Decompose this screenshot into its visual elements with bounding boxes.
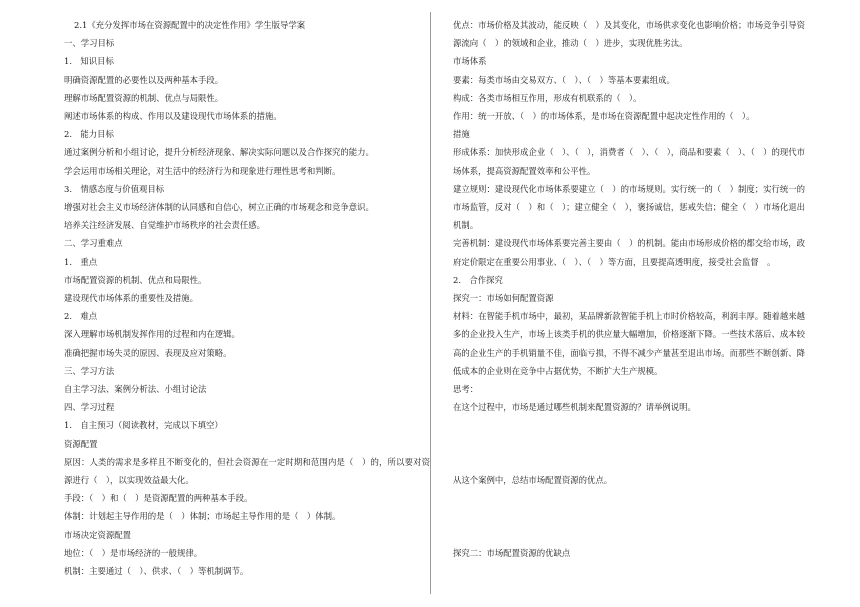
text-line-p12: 自主学习法、案例分析法、小组讨论法 [64,384,207,395]
text-line-p16: 地位：（ ）是市场经济的一般规律。 [64,547,203,558]
blank-answer-space [439,489,805,507]
text-line-h2: 二、学习重难点 [64,238,123,249]
blank-answer-space [439,435,805,453]
text-line-r16: 探究二：市场配置资源的优缺点 [453,547,571,558]
text-line-h1-2: 2. 能力目标 [64,129,114,140]
text-line-r15: 从这个案例中，总结市场配置资源的优点。 [453,475,613,486]
text-line-p11: 准确把握市场失灵的原因、表现及应对策略。 [64,347,232,358]
blank-answer-space [439,507,805,525]
text-line-p14: 手段：（ ）和（ ）是资源配置的两种基本手段。 [64,493,253,504]
blank-answer-space [439,526,805,544]
right-column [439,16,805,562]
left-column [64,16,430,580]
text-line-h4-1b: 市场决定资源配置 [64,529,131,540]
text-line-p8: 市场配置资源的机制、优点和局限性。 [64,274,207,285]
text-line-r3: 要素：每类市场由交易双方、（ ）、（ ）等基本要素组成。 [453,74,675,85]
text-line-h4-1a: 资源配置 [64,438,98,449]
text-line-r9: 完善机制：建设现代市场体系要完善主要由（ ）的机制。能由市场形成价格的都交给市场，政府定价限定在重要公用事业、（ ）、（ ）等方面，且要提高透明度，接受社会监督 。 [453,238,805,267]
text-line-r7: 形成体系：加快形成企业（ ）、（ ），消费者（ ）、（ ），商品和要素（ ）、（ ）的现代市场体系，提高资源配置效率和公平性。 [453,147,805,176]
text-line-r6: 措施 [453,129,470,140]
text-line-h2-1: 1. 重点 [64,256,98,267]
text-line-r12: 材料：在智能手机市场中，最初，某品牌新款智能手机上市时价格较高，利润丰厚。随着越来越多的企业投入生产，市场上该类手机的供应量大幅增加，价格逐渐下降。一些技术落后、成本较高的企业生产的手机销量不佳，面临亏损，不得不减少产量甚至退出市场。而那些不断创新、降低成本的企业则在竞争中占据优势，不断扩大生产规模。 [453,311,805,376]
text-line-h1: 一、学习目标 [64,38,115,49]
text-line-h4: 四、学习过程 [64,402,115,413]
text-line-r4: 构成：各类市场相互作用，形成有机联系的（ ）。 [453,92,642,103]
text-line-h3: 三、学习方法 [64,365,115,376]
text-line-r8: 建立规则：建设现代化市场体系要建立（ ）的市场规则。实行统一的（ ）制度；实行统一的市场监管，反对（ ）和（ ）；建立健全（ ），褒扬诚信，惩戒失信；健全（ ）市场化退出机制。 [453,183,805,231]
text-line-p15: 体制：计划起主导作用的是（ ）体制；市场起主导作用的是（ ）体制。 [64,511,341,522]
column-divider [430,12,431,594]
text-line-h4-1: 1. 自主预习（阅读教材，完成以下填空） [64,420,223,431]
text-line-p6: 增强对社会主义市场经济体制的认同感和自信心，树立正确的市场观念和竞争意识。 [64,202,374,213]
text-line-p2: 理解市场配置资源的机制、优点与局限性。 [64,92,224,103]
text-line-h2-2: 2. 难点 [64,311,98,322]
text-line-r11: 探究一：市场如何配置资源 [453,293,554,304]
text-line-p1: 明确资源配置的必要性以及两种基本手段。 [64,74,224,85]
text-line-r14: 在这个过程中，市场是通过哪些机制来配置资源的？请举例说明。 [453,402,696,413]
text-line-title: 2.1《充分发挥市场在资源配置中的决定性作用》学生版导学案 [74,20,306,30]
text-line-p4: 通过案例分析和小组讨论，提升分析经济现象、解决实际问题以及合作探究的能力。 [64,147,374,158]
text-line-r10: 2. 合作探究 [453,274,503,285]
text-line-p7: 培养关注经济发展、自觉维护市场秩序的社会责任感。 [64,220,265,231]
text-line-p3: 阐述市场体系的构成、作用以及建设现代市场体系的措施。 [64,111,282,122]
text-line-r1: 优点：市场价格及其波动，能反映（ ）及其变化，市场供求变化也影响价格；市场竞争引导资源流向（ ）的领域和企业，推动（ ）进步，实现优胜劣汰。 [453,20,805,49]
text-line-p13: 原因：人类的需求是多样且不断变化的，但社会资源在一定时期和范围内是（ ）的，所以要对资源进行（ ），以实现效益最大化。 [64,456,430,486]
blank-answer-space [439,453,805,471]
text-line-h1-3: 3. 情感态度与价值观目标 [64,183,165,194]
text-line-p10: 深入理解市场机制发挥作用的过程和内在逻辑。 [64,329,240,340]
text-line-p5: 学会运用市场相关理论，对生活中的经济行为和现象进行理性思考和判断。 [64,165,341,176]
text-line-h1-1: 1. 知识目标 [64,56,114,67]
blank-answer-space [439,416,805,434]
text-line-r2: 市场体系 [453,56,487,67]
text-line-p9: 建设现代市场体系的重要性及措施。 [64,293,198,304]
text-line-p17: 机制：主要通过（ ）、供求、（ ）等机制调节。 [64,566,249,577]
text-line-r13: 思考： [453,384,479,395]
text-line-r5: 作用：统一开放、（ ）的市场体系，是市场在资源配置中起决定性作用的（ ）。 [453,111,755,122]
